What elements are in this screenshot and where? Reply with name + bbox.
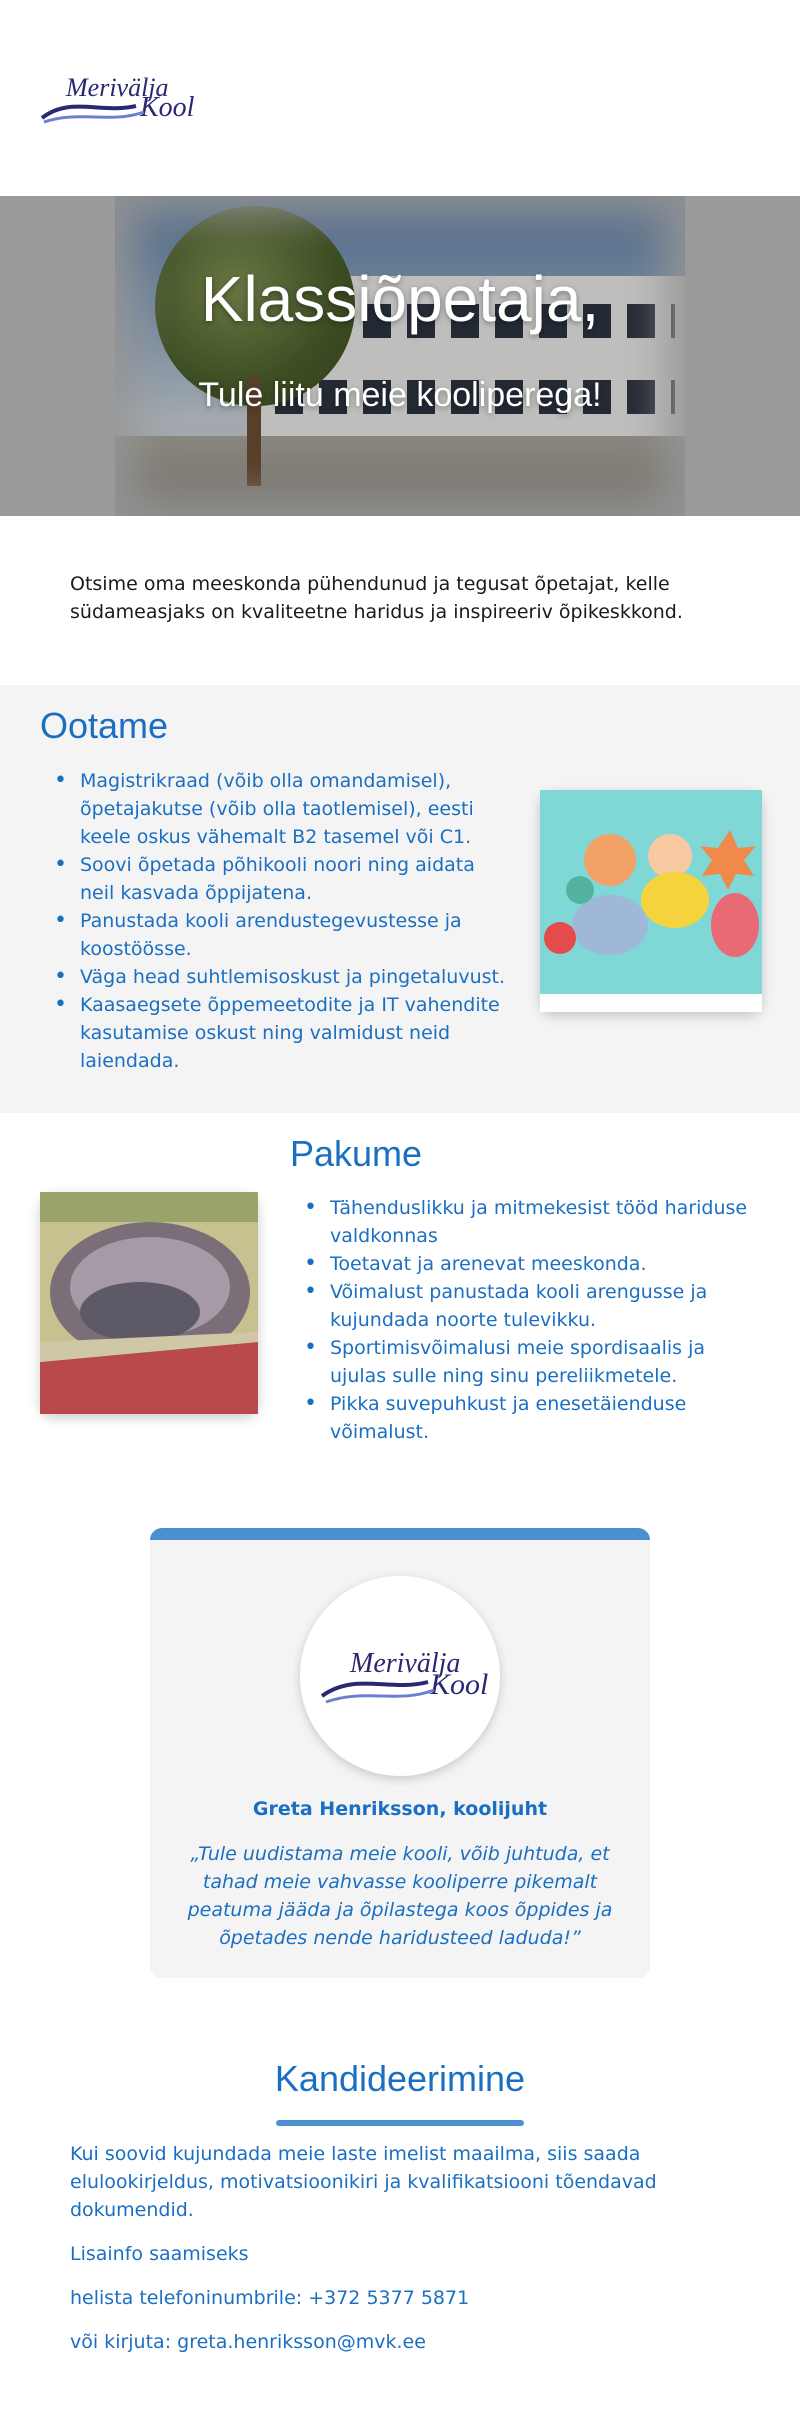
- merivalja-kool-logo: [300, 1576, 500, 1776]
- list-item: • Magistrikraad (võib olla omandamisel), õpetajakutse (võib olla taotlemisel), eesti keele oskus vähemalt B2 tasemel või C1.: [40, 767, 510, 851]
- principal-quote-card: [150, 1528, 650, 1978]
- svg-text:Merivälja: Merivälja: [350, 1648, 461, 1679]
- list-item: • Soovi õpetada põhikooli noori ning aidata neil kasvada õppijatena.: [40, 851, 510, 907]
- school-building-photo: [115, 196, 685, 516]
- speech-bubbles-image: [540, 790, 762, 1012]
- ootame-title: Ootame: [40, 705, 169, 746]
- ootame-section: [0, 685, 800, 1113]
- logo-circle: [300, 1576, 500, 1776]
- list-item: • Pikka suvepuhkust ja enesetäienduse võimalust.: [290, 1390, 760, 1446]
- hero-title: Klassiõpetaja,: [200, 263, 600, 335]
- quote-text: „Tule uudistama meie kooli, võib juhtuda, et tahad meie vahvasse kooliperre pikemalt peatuma jääda ja õpilastega koos õppides ja õpetades nende haridusteed laduda!”: [187, 1843, 613, 1949]
- principal-name: Greta Henriksson, koolijuht: [252, 1798, 548, 1820]
- hero-banner: [0, 196, 800, 516]
- school-community-photo: [40, 1192, 258, 1414]
- email-line[interactable]: või kirjuta: greta.henriksson@mvk.ee: [70, 2331, 426, 2353]
- list-item: • Panustada kooli arendustegevustesse ja koostöösse.: [40, 907, 510, 963]
- application-text: Kui soovid kujundada meie laste imelist maailma, siis saada elulookirjeldus, motivatsioonikiri ja kvalifikatsiooni tõendavad dokumendid.: [70, 2143, 657, 2221]
- svg-text:Kool: Kool: [140, 92, 195, 123]
- header: [0, 0, 800, 196]
- title-underline: [276, 2120, 524, 2126]
- hero-subtitle: Tule liitu meie kooliperega!: [198, 376, 602, 414]
- svg-text:Kool: Kool: [430, 1668, 489, 1701]
- list-item: • Võimalust panustada kooli arengusse ja kujundada noorte tulevikku.: [290, 1278, 760, 1334]
- info-label: Lisainfo saamiseks: [70, 2243, 249, 2265]
- list-item: • Sportimisvõimalusi meie spordisaalis ja ujulas sulle ning sinu pereliikmetele.: [290, 1334, 760, 1390]
- merivalja-kool-logo: [40, 66, 195, 128]
- pakume-list: [290, 1194, 760, 1446]
- pakume-title: Pakume: [290, 1133, 423, 1174]
- list-item: • Tähenduslikku ja mitmekesist tööd hariduse valdkonnas: [290, 1194, 760, 1250]
- kandideerimine-title: Kandideerimine: [274, 2058, 526, 2099]
- phone-line[interactable]: helista telefoninumbrile: +372 5377 5871: [70, 2287, 470, 2309]
- list-item: • Kaasaegsete õppemeetodite ja IT vahendite kasutamise oskust ning valmidust neid laiendada.: [40, 991, 510, 1075]
- svg-text:Merivälja: Merivälja: [66, 73, 169, 102]
- kandideerimine-body: [70, 2140, 730, 2372]
- list-item: • Väga head suhtlemisoskust ja pingetaluvust.: [40, 963, 510, 991]
- intro-text: Otsime oma meeskonda pühendunud ja tegusat õpetajat, kelle südameasjaks on kvaliteetne haridus ja inspireeriv õpikeskkond.: [70, 573, 683, 623]
- list-item: • Toetavat ja arenevat meeskonda.: [290, 1250, 760, 1278]
- ootame-list: [40, 767, 510, 1075]
